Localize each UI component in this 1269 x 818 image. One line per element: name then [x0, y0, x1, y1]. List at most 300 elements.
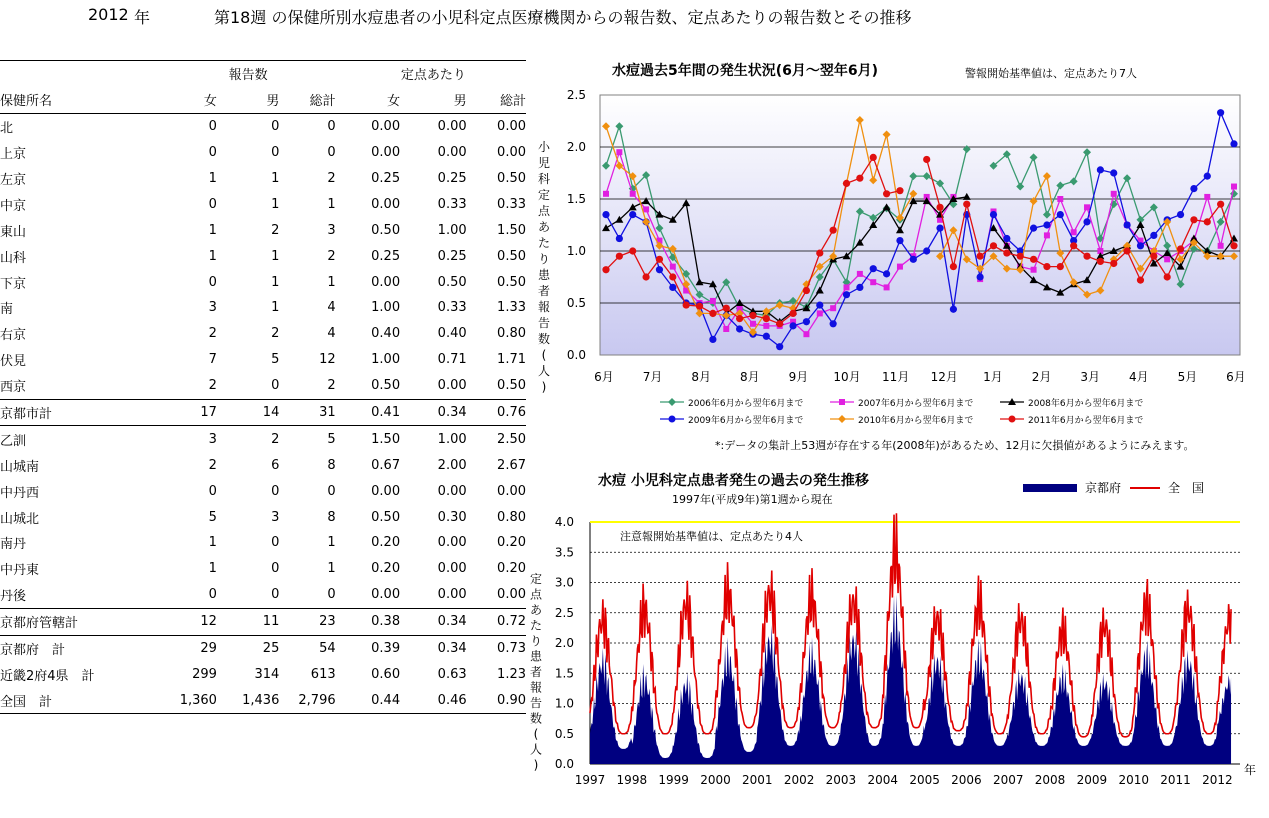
table-cell: 0.44: [336, 687, 400, 713]
legend-label: 全 国: [1168, 481, 1205, 495]
table-cell: 0.20: [371, 535, 401, 551]
table-cell: 4: [327, 326, 336, 342]
chart-title: 水痘 小児科定点患者発生の過去の発生推移: [598, 473, 869, 489]
column-header: 男: [217, 87, 279, 113]
table-cell: 0: [271, 378, 280, 394]
row-name: 乙訓: [0, 433, 27, 449]
table-cell: 0.50: [437, 274, 467, 290]
group-header-count: 報告数: [217, 61, 279, 87]
data-point: [1204, 173, 1211, 180]
table-cell: 1: [208, 248, 217, 264]
table-cell: 0.40: [371, 326, 401, 342]
data-point: [629, 211, 636, 218]
table-row: [0, 530, 526, 556]
table-group-header-row: [0, 61, 526, 87]
group-header-per-site: 定点あたり: [400, 61, 467, 87]
table-cell: 1,436: [217, 687, 279, 713]
data-point: [1030, 225, 1037, 232]
table-row: [0, 687, 526, 713]
table-cell: 0.00: [437, 145, 467, 161]
data-point: [1057, 263, 1064, 270]
table-row: [0, 661, 526, 687]
x-tick-label: 6月: [1226, 370, 1246, 384]
data-point: [856, 284, 863, 291]
x-tick-label: 1997: [574, 773, 606, 787]
data-point: [1097, 258, 1104, 265]
table-cell: 0: [327, 483, 336, 499]
threshold-annotation: 注意報開始基準値は、定点あたり4人: [620, 530, 803, 543]
stats-table: [0, 60, 526, 714]
table-cell: 1.23: [497, 666, 526, 682]
data-point: [1124, 247, 1131, 254]
table-cell: 0.40: [437, 326, 467, 342]
table-cell: 29: [200, 641, 217, 657]
data-point: [1231, 184, 1237, 190]
x-tick-label: 2011: [1160, 773, 1191, 787]
table-row: [0, 452, 526, 478]
data-point: [1043, 221, 1050, 228]
x-tick-label: 2006: [951, 773, 982, 787]
table-cell: 1.50: [371, 431, 401, 447]
y-axis-label-char: 者: [529, 665, 543, 679]
data-point: [950, 263, 957, 270]
y-tick-label: 3.5: [554, 545, 574, 560]
table-cell: 0.25: [371, 248, 401, 264]
x-tick-label: 2005: [909, 773, 940, 787]
data-point: [1083, 218, 1090, 225]
y-tick-label: 2.5: [566, 88, 586, 102]
table-row: [0, 608, 526, 635]
data-point: [817, 310, 823, 316]
data-point: [1218, 243, 1224, 249]
table-cell: 1.71: [497, 352, 526, 368]
y-tick-label: 1.0: [566, 244, 586, 258]
row-name: 東山: [0, 224, 27, 240]
y-tick-label: 0.5: [566, 296, 586, 310]
y-axis-label-char: 報: [537, 300, 551, 314]
data-point: [977, 273, 984, 280]
data-point: [749, 312, 756, 319]
table-cell: 0: [271, 587, 280, 603]
data-point: [1137, 242, 1144, 249]
x-tick-label: 2008: [1034, 773, 1066, 787]
table-cell: 2,796: [279, 687, 335, 713]
y-axis-label-char: 定: [537, 188, 551, 202]
row-name: 北: [0, 121, 14, 137]
data-point: [896, 237, 903, 244]
table-cell: 2: [327, 248, 336, 264]
data-point: [1217, 109, 1224, 116]
x-tick-label: 2月: [1031, 370, 1052, 384]
table-cell: 1.00: [371, 300, 401, 316]
table-row: [0, 243, 526, 269]
data-point: [843, 180, 850, 187]
row-name: 中丹西: [0, 485, 40, 501]
table-cell: 1: [208, 171, 217, 186]
data-point: [816, 249, 823, 256]
y-axis-label-char: た: [529, 618, 543, 633]
table-cell: 4: [327, 300, 336, 316]
table-cell: 314: [254, 666, 280, 682]
y-tick-label: 1.5: [554, 666, 574, 681]
table-cell: 2: [271, 431, 280, 447]
table-cell: 0.73: [497, 641, 526, 657]
data-point: [870, 279, 876, 285]
table-cell: 0.50: [497, 248, 526, 264]
x-tick-label: 2002: [783, 773, 815, 787]
x-tick-label: 10月: [833, 370, 861, 384]
row-name: 右京: [0, 328, 27, 344]
table-cell: 0.33: [497, 196, 526, 212]
y-axis-label-char: 患: [537, 268, 551, 282]
chart-footnote: *:データの集計上53週が存在する年(2008年)があるため、12月に欠損値があるようにみえます。: [715, 439, 1195, 452]
table-cell: 1: [271, 274, 280, 290]
table-cell: 0.50: [371, 222, 401, 238]
data-point: [1190, 216, 1197, 223]
data-point: [602, 266, 609, 273]
row-name: 左京: [0, 173, 27, 188]
data-point: [763, 323, 769, 329]
table-cell: 3: [271, 509, 280, 525]
x-tick-label: 8月: [691, 370, 712, 384]
x-axis-unit: 年: [1244, 763, 1257, 777]
table-cell: 1: [271, 248, 280, 264]
legend-marker: [668, 398, 676, 406]
y-axis-label-char: 報: [529, 680, 543, 695]
data-point: [723, 305, 730, 312]
table-cell: 1: [327, 561, 336, 577]
chart-subtitle: 1997年(平成9年)第1週から現在: [672, 493, 833, 506]
data-point: [884, 284, 890, 290]
x-tick-label: 2000: [700, 773, 731, 787]
table-cell: 0.71: [437, 352, 467, 368]
data-point: [896, 187, 903, 194]
data-point: [936, 225, 943, 232]
data-point: [1097, 166, 1104, 173]
data-point: [830, 305, 836, 311]
table-cell: 0.34: [400, 608, 467, 635]
x-tick-label: 7月: [642, 370, 663, 384]
y-tick-label: 4.0: [554, 515, 574, 529]
data-point: [736, 325, 743, 332]
y-axis-label-char: 数: [529, 711, 543, 726]
table-row: [0, 191, 526, 217]
data-point: [709, 336, 716, 343]
table-cell: 1,360: [153, 687, 216, 713]
column-header: 女: [336, 87, 400, 113]
table-cell: 2.50: [497, 431, 526, 447]
y-axis-label-char: 点: [537, 204, 551, 218]
table-cell: 1: [271, 196, 280, 212]
table-cell: 0: [271, 483, 280, 499]
y-axis-label-char: ): [533, 758, 539, 772]
table-cell: 3: [327, 222, 336, 238]
data-point: [616, 253, 623, 260]
data-point: [990, 242, 997, 249]
table-header-row: [0, 87, 526, 113]
data-point: [870, 265, 877, 272]
table-cell: 0.67: [371, 457, 401, 473]
data-point: [1230, 140, 1237, 147]
data-point: [883, 190, 890, 197]
table-cell: 0.50: [371, 509, 401, 525]
table-cell: 0.00: [371, 145, 401, 161]
data-point: [1057, 196, 1063, 202]
table-cell: 0.80: [497, 509, 526, 525]
table-cell: 0.20: [497, 535, 526, 551]
table-cell: 0.50: [497, 171, 526, 186]
table-cell: 0: [327, 119, 336, 135]
table-cell: 2: [271, 222, 280, 238]
table-cell: 0.90: [467, 687, 526, 713]
column-header: 女: [153, 87, 216, 113]
data-point: [843, 291, 850, 298]
legend-label: 2010年6月から翌年6月まで: [858, 416, 974, 426]
y-axis-label-char: 者: [537, 284, 551, 298]
row-name: 中京: [0, 198, 27, 214]
table-cell: 2: [208, 378, 217, 394]
five-year-line-chart: [530, 55, 1269, 465]
table-cell: 0.39: [371, 641, 401, 657]
table-cell: 0.25: [437, 248, 467, 264]
data-point: [709, 310, 716, 317]
data-point: [669, 284, 676, 291]
table-cell: 0.00: [437, 378, 467, 394]
table-cell: 12: [319, 352, 336, 368]
y-tick-label: 2.5: [554, 605, 574, 620]
y-axis-label-char: あ: [529, 603, 543, 617]
x-tick-label: 1月: [983, 370, 1003, 384]
y-axis-label-char: 人: [537, 364, 551, 378]
data-point: [1177, 245, 1184, 252]
table-cell: 8: [327, 457, 336, 473]
y-axis-label-char: (: [541, 348, 547, 362]
column-header: 総計: [467, 87, 526, 113]
table-cell: 0.25: [437, 171, 467, 186]
data-point: [602, 211, 609, 218]
data-point: [816, 301, 823, 308]
table-cell: 1.00: [371, 352, 401, 368]
table-cell: 0: [271, 119, 280, 135]
table-cell: 0.00: [497, 145, 526, 161]
y-axis-label-char: た: [537, 236, 551, 250]
chart-subtitle: 警報開始基準値は、定点あたり7人: [965, 67, 1137, 80]
data-point: [1204, 194, 1210, 200]
report-year: 2012: [88, 5, 129, 24]
table-cell: 1.00: [437, 431, 467, 447]
table-row: [0, 556, 526, 582]
x-tick-label: 1999: [658, 773, 689, 787]
x-tick-label: 3月: [1080, 370, 1100, 384]
y-axis-label-char: 告: [529, 696, 543, 710]
table-row: [0, 504, 526, 530]
data-point: [1204, 218, 1211, 225]
table-cell: 0.00: [371, 587, 401, 603]
table-cell: 1: [271, 171, 280, 186]
table-cell: 0.00: [437, 587, 467, 603]
data-point: [1083, 253, 1090, 260]
row-name: 京都府管轄計: [0, 608, 153, 635]
legend-label: 2008年6月から翌年6月まで: [1028, 399, 1144, 409]
row-name: 中丹東: [0, 563, 40, 579]
row-name: 近畿2府4県 計: [0, 668, 95, 684]
x-tick-label: 8月: [740, 370, 760, 384]
data-point: [1164, 256, 1170, 262]
data-point: [1177, 211, 1184, 218]
x-tick-label: 1998: [616, 773, 648, 787]
data-point: [1110, 169, 1117, 176]
table-cell: 0.33: [437, 196, 467, 212]
data-point: [883, 270, 890, 277]
row-name: 南丹: [0, 537, 27, 553]
row-name: 京都府 計: [0, 643, 66, 659]
data-point: [936, 204, 943, 211]
row-name: 京都市計: [0, 399, 153, 426]
legend-label: 2006年6月から翌年6月まで: [688, 399, 804, 409]
table-cell: 23: [279, 608, 335, 635]
table-cell: 0.50: [497, 378, 526, 394]
table-cell: 613: [310, 666, 336, 682]
table-cell: 1: [327, 196, 336, 212]
legend-swatch: [1023, 484, 1077, 492]
table-row: [0, 166, 526, 192]
y-axis-label-char: り: [529, 634, 543, 648]
data-point: [990, 211, 997, 218]
y-tick-label: 1.5: [566, 192, 586, 206]
table-cell: 2: [208, 326, 217, 342]
y-axis-label-char: 定: [529, 572, 543, 586]
table-cell: 17: [153, 399, 216, 426]
table-cell: 11: [217, 608, 279, 635]
table-cell: 0.30: [437, 509, 467, 525]
y-tick-label: 2.0: [566, 140, 586, 154]
column-header: 男: [400, 87, 467, 113]
row-name: 山城南: [0, 459, 40, 475]
table-cell: 0.25: [371, 171, 401, 186]
table-cell: 5: [327, 431, 336, 447]
table-cell: 1: [208, 222, 217, 238]
data-point: [1164, 273, 1171, 280]
data-point: [897, 264, 903, 270]
table-cell: 299: [192, 666, 217, 682]
data-point: [736, 315, 743, 322]
data-point: [1084, 204, 1090, 210]
y-tick-label: 1.0: [554, 696, 574, 711]
table-cell: 0.00: [497, 483, 526, 499]
table-cell: 2.00: [437, 457, 467, 473]
data-point: [803, 287, 810, 294]
table-cell: 0.50: [497, 274, 526, 290]
data-point: [670, 264, 676, 270]
data-point: [1071, 229, 1077, 235]
table-cell: 0: [271, 561, 280, 577]
x-tick-label: 2001: [742, 773, 773, 787]
table-row: [0, 582, 526, 608]
data-point: [669, 273, 676, 280]
data-point: [643, 206, 649, 212]
table-cell: 12: [153, 608, 216, 635]
data-point: [616, 149, 622, 155]
table-cell: 1: [327, 535, 336, 551]
row-name: 山城北: [0, 511, 40, 527]
table-cell: 5: [208, 509, 217, 525]
x-tick-label: 6月: [594, 370, 614, 384]
data-point: [710, 298, 716, 304]
x-tick-label: 2004: [867, 773, 899, 787]
data-point: [910, 256, 917, 263]
legend-label: 2009年6月から翌年6月まで: [688, 416, 804, 426]
table-cell: 0: [327, 145, 336, 161]
legend-label: 京都府: [1085, 481, 1122, 495]
y-tick-label: 2.0: [554, 636, 574, 650]
table-cell: 0.00: [371, 274, 401, 290]
table-row: [0, 140, 526, 166]
data-point: [1137, 277, 1144, 284]
x-tick-label: 2009: [1076, 773, 1108, 787]
table-cell: 0: [208, 119, 217, 135]
table-cell: 0: [208, 196, 217, 212]
table-cell: 3: [208, 431, 217, 447]
y-tick-label: 3.0: [554, 575, 574, 590]
data-point: [776, 343, 783, 350]
table-cell: 3: [208, 300, 217, 316]
table-cell: 0.00: [437, 119, 467, 135]
table-row: [0, 217, 526, 243]
data-point: [603, 191, 609, 197]
data-point: [1124, 221, 1131, 228]
row-name: 西京: [0, 380, 27, 396]
history-chart-svg: [520, 465, 1269, 814]
data-point: [656, 266, 663, 273]
x-tick-label: 11月: [882, 370, 910, 384]
data-point: [803, 318, 810, 325]
y-axis-label-char: 小: [537, 140, 551, 154]
y-axis-label-char: (: [533, 727, 539, 741]
data-point: [1043, 263, 1050, 270]
table-cell: 0.00: [371, 119, 401, 135]
table-cell: 0: [271, 535, 280, 551]
x-tick-label: 2012: [1202, 773, 1233, 787]
data-point: [789, 322, 796, 329]
x-tick-label: 5月: [1177, 370, 1198, 384]
table-row: [0, 269, 526, 295]
table-cell: 0.00: [437, 483, 467, 499]
table-cell: 14: [217, 399, 279, 426]
data-point: [696, 303, 703, 310]
data-point: [750, 321, 756, 327]
column-header: 総計: [279, 87, 335, 113]
y-axis-label-char: 点: [529, 587, 543, 602]
table-cell: 1.50: [497, 222, 526, 238]
data-point: [1044, 232, 1050, 238]
table-cell: 0.00: [371, 196, 401, 212]
data-point: [1003, 235, 1010, 242]
table-cell: 0: [271, 145, 280, 161]
table-cell: 2: [271, 326, 280, 342]
table-row: [0, 399, 526, 426]
page-title: [0, 5, 1269, 29]
report-year-suffix: 年: [134, 8, 151, 27]
stats-table-container: [0, 60, 526, 714]
table-cell: 0.63: [437, 666, 467, 682]
table-cell: 0.80: [497, 326, 526, 342]
table-cell: 0.00: [497, 587, 526, 603]
table-row: [0, 295, 526, 321]
data-point: [1030, 256, 1037, 263]
data-point: [642, 273, 649, 280]
data-point: [1070, 242, 1077, 249]
row-name: 上京: [0, 147, 27, 163]
